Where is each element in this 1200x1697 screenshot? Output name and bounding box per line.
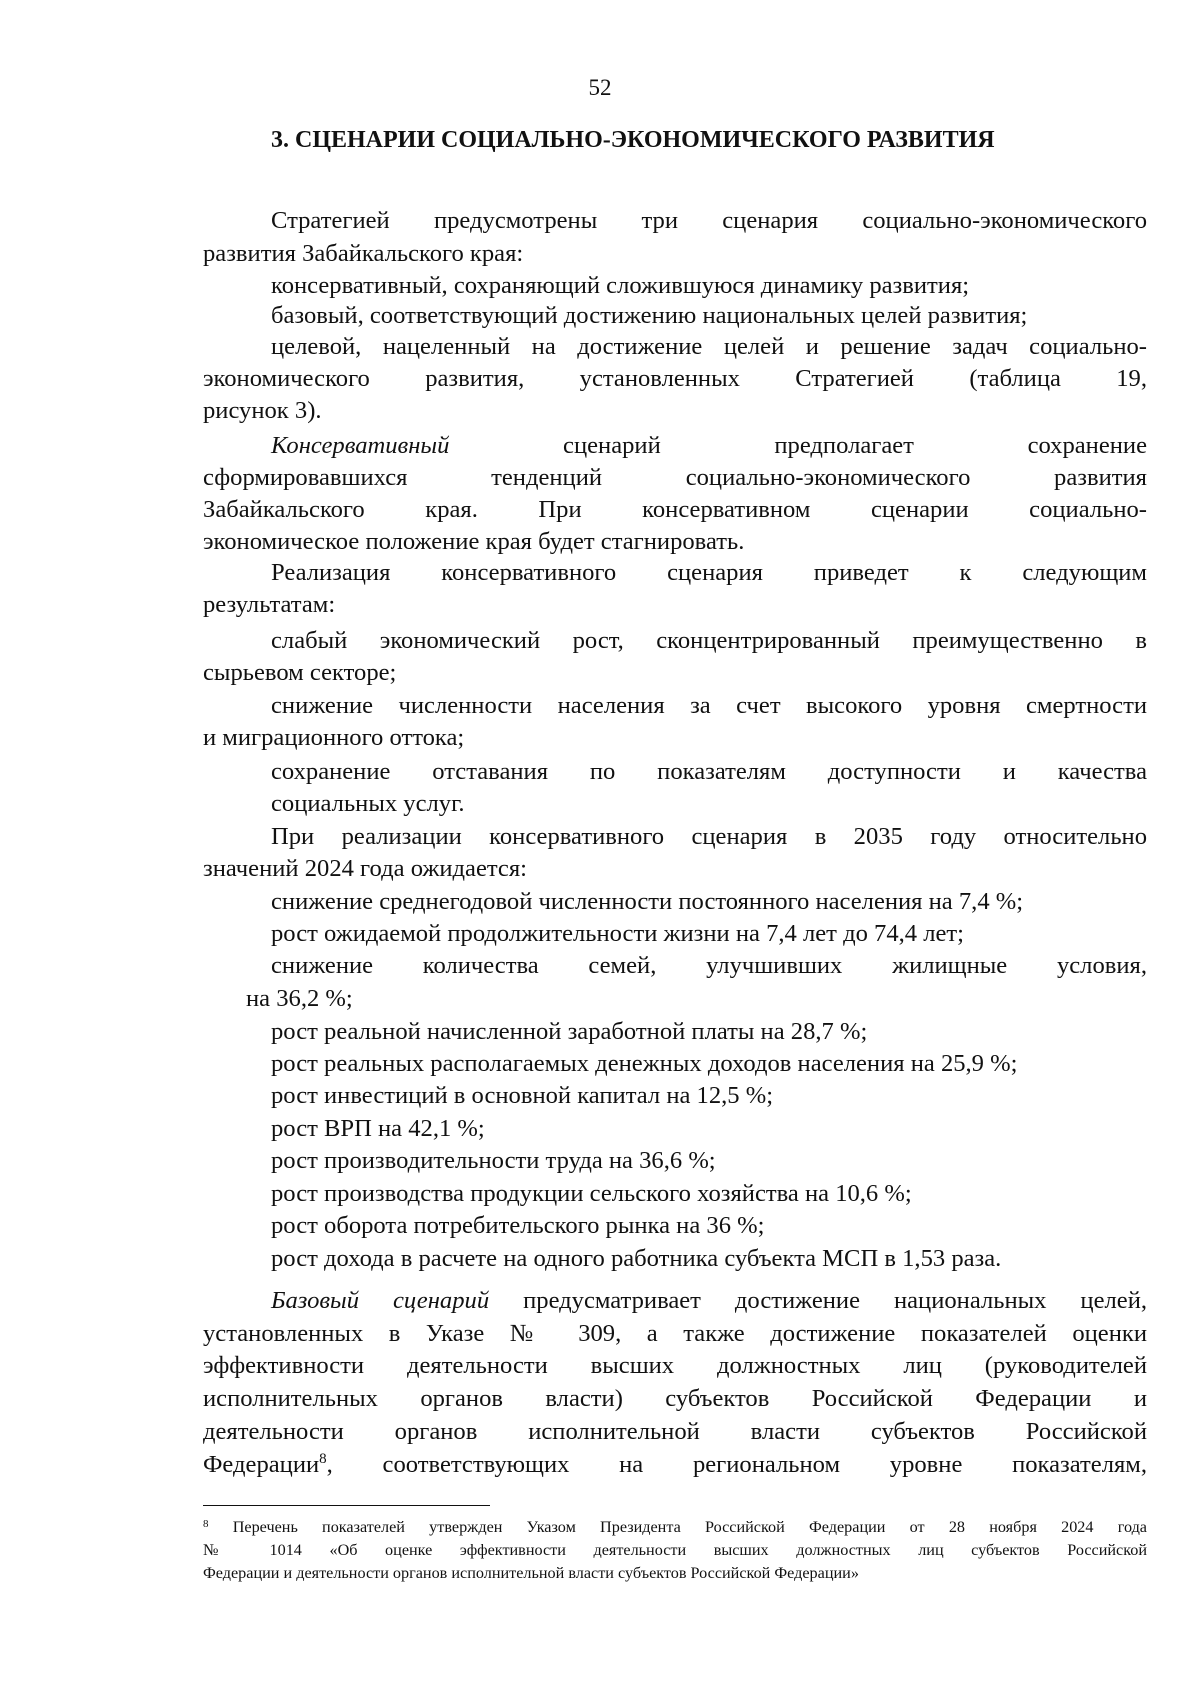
italic-term: Базовый сценарий xyxy=(271,1287,490,1314)
text-line: рост ВРП на 42,1 %; xyxy=(271,1115,485,1142)
text-line: сырьевом секторе; xyxy=(203,659,397,686)
section-heading: 3. СЦЕНАРИИ СОЦИАЛЬНО-ЭКОНОМИЧЕСКОГО РАЗВИТИЯ xyxy=(271,127,995,153)
text-line: рост инвестиций в основной капитал на 12,5 %; xyxy=(271,1082,774,1109)
text-line: Реализация консервативного сценария приведет к следующим xyxy=(271,559,1147,586)
text-line: рисунок 3). xyxy=(203,397,322,424)
text-line: При реализации консервативного сценария в 2035 году относительно xyxy=(271,823,1147,850)
footnote-reference[interactable]: 8 xyxy=(319,1451,327,1467)
page-number: 52 xyxy=(588,75,612,100)
text-line: снижение численности населения за счет высокого уровня смертности xyxy=(271,692,1147,719)
text-line: деятельности органов исполнительной власти субъектов Российской xyxy=(203,1418,1147,1445)
footnote-separator xyxy=(203,1505,490,1506)
text-line: Стратегией предусмотрены три сценария социально-экономического xyxy=(271,207,1147,234)
text-line: экономического развития, установленных Стратегией (таблица 19, xyxy=(203,365,1147,392)
italic-term: Консервативный xyxy=(271,432,450,459)
text-line: социальных услуг. xyxy=(271,790,465,817)
text-line: эффективности деятельности высших должностных лиц (руководителей xyxy=(203,1352,1147,1379)
text-line: снижение среднегодовой численности постоянного населения на 7,4 %; xyxy=(271,888,1024,915)
text-line: Забайкальского края. При консервативном сценарии социально- xyxy=(203,496,1147,523)
text-line: сформировавшихся тенденций социально-экономического развития xyxy=(203,464,1147,491)
text-line: Базовый сценарий предусматривает достижение национальных целей, xyxy=(271,1287,1148,1314)
text-line: установленных в Указе № 309, а также достижение показателей оценки xyxy=(203,1320,1147,1347)
text-line: значений 2024 года ожидается: xyxy=(203,855,527,882)
text-line: рост дохода в расчете на одного работника субъекта МСП в 1,53 раза. xyxy=(271,1245,1002,1272)
text-line: развития Забайкальского края: xyxy=(203,240,524,267)
text-line: Федерации$^8$, соответствующих на региональном уровне показателям, xyxy=(203,1451,1147,1478)
text-line: базовый, соответствующий достижению национальных целей развития; xyxy=(271,302,1028,329)
text-line: рост производства продукции сельского хозяйства на 10,6 %; xyxy=(271,1180,912,1207)
text-line: слабый экономический рост, сконцентрированный преимущественно в xyxy=(271,627,1147,654)
text-line: рост оборота потребительского рынка на 36 %; xyxy=(271,1212,765,1239)
text-line: экономическое положение края будет стагнировать. xyxy=(203,528,745,555)
text-line: целевой, нацеленный на достижение целей и решение задач социально- xyxy=(271,333,1147,360)
footnote-marker: 8 xyxy=(203,1518,209,1530)
text-line: Консервативный сценарий предполагает сохранение xyxy=(271,432,1147,459)
text-line: рост производительности труда на 36,6 %; xyxy=(271,1147,716,1174)
text-line: результатам: xyxy=(203,591,336,618)
text-line: рост ожидаемой продолжительности жизни на 7,4 лет до 74,4 лет; xyxy=(271,920,964,947)
text-line: рост реальной начисленной заработной платы на 28,7 %; xyxy=(271,1018,868,1045)
footnote-line: № 1014 «Об оценке эффективности деятельности высших должностных лиц субъектов Российской xyxy=(203,1541,1147,1559)
text-line: на 36,2 %; xyxy=(246,985,353,1012)
text-line: исполнительных органов власти) субъектов Российской Федерации и xyxy=(203,1385,1147,1412)
text-line: консервативный, сохраняющий сложившуюся динамику развития; xyxy=(271,272,970,299)
text-line: снижение количества семей, улучшивших жилищные условия, xyxy=(271,952,1147,979)
text-line: сохранение отставания по показателям доступности и качества xyxy=(271,758,1147,785)
footnote-line: Федерации и деятельности органов исполнительной власти субъектов Российской Федерации» xyxy=(203,1564,859,1582)
text-line: и миграционного оттока; xyxy=(203,724,465,751)
footnote-line: $^8$ Перечень показателей утвержден Указом Президента Российской Федерации от 28 ноября 2024 года xyxy=(203,1518,1147,1536)
text-line: рост реальных располагаемых денежных доходов населения на 25,9 %; xyxy=(271,1050,1018,1077)
